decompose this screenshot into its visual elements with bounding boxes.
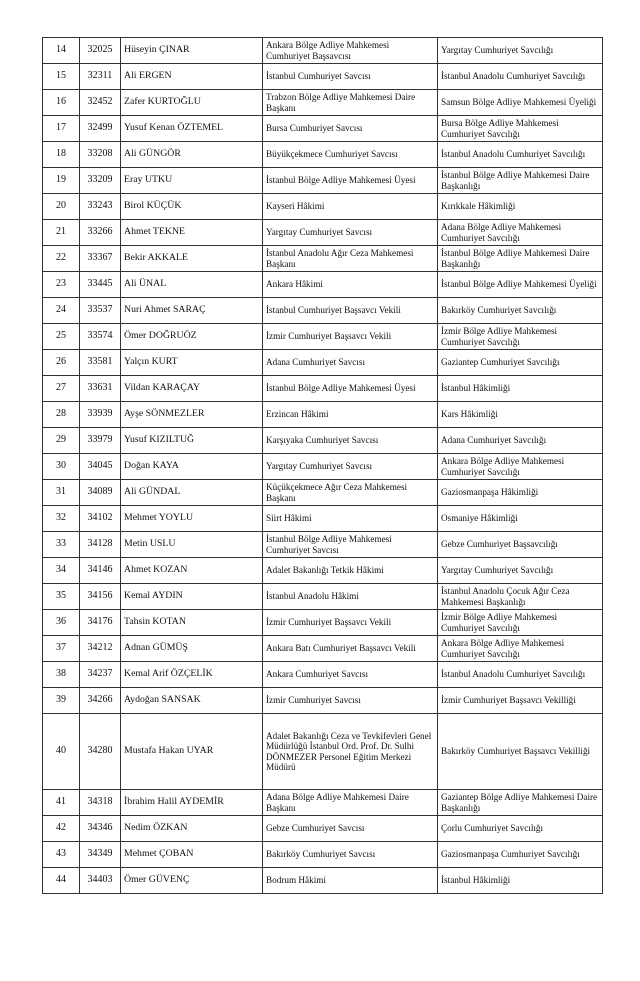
current-post: Küçükçekmece Ağır Ceza Mahkemesi Başkanı [263, 480, 438, 506]
table-row [43, 38, 603, 64]
table-row [43, 790, 603, 816]
row-number: 27 [43, 376, 80, 402]
person-name: Bekir AKKALE [121, 246, 263, 272]
table-row [43, 64, 603, 90]
table-row [43, 350, 603, 376]
registry-number: 34318 [80, 790, 121, 816]
row-number: 30 [43, 454, 80, 480]
row-number: 16 [43, 90, 80, 116]
person-name: Mustafa Hakan UYAR [121, 714, 263, 790]
table-row [43, 662, 603, 688]
new-post: Bakırköy Cumhuriyet Savcılığı [438, 298, 603, 324]
registry-number: 34212 [80, 636, 121, 662]
table-row [43, 688, 603, 714]
row-number: 29 [43, 428, 80, 454]
new-post: Adana Bölge Adliye Mahkemesi Cumhuriyet Savcılığı [438, 220, 603, 246]
row-number: 44 [43, 868, 80, 894]
table-row [43, 816, 603, 842]
person-name: Nedim ÖZKAN [121, 816, 263, 842]
current-post: Adalet Bakanlığı Ceza ve Tevkifevleri Genel Müdürlüğü İstanbul Ord. Prof. Dr. Sulhi DÖNMEZER Personel Eğitim Merkezi Müdürü [263, 714, 438, 790]
current-post: İstanbul Anadolu Hâkimi [263, 584, 438, 610]
person-name: Ali ERGEN [121, 64, 263, 90]
person-name: Ömer GÜVENÇ [121, 868, 263, 894]
registry-number: 34045 [80, 454, 121, 480]
new-post: Ankara Bölge Adliye Mahkemesi Cumhuriyet Savcılığı [438, 636, 603, 662]
row-number: 40 [43, 714, 80, 790]
current-post: İstanbul Bölge Adliye Mahkemesi Cumhuriyet Savcısı [263, 532, 438, 558]
row-number: 21 [43, 220, 80, 246]
table-row [43, 220, 603, 246]
table-row [43, 376, 603, 402]
new-post: Yargıtay Cumhuriyet Savcılığı [438, 558, 603, 584]
person-name: Ahmet KOZAN [121, 558, 263, 584]
person-name: Ahmet TEKNE [121, 220, 263, 246]
new-post: İstanbul Hâkimliği [438, 376, 603, 402]
row-number: 39 [43, 688, 80, 714]
table-row [43, 142, 603, 168]
new-post: İstanbul Bölge Adliye Mahkemesi Daire Başkanlığı [438, 168, 603, 194]
registry-number: 33979 [80, 428, 121, 454]
table-row [43, 90, 603, 116]
new-post: Gaziosmanpaşa Cumhuriyet Savcılığı [438, 842, 603, 868]
appointment-table-body [43, 38, 603, 894]
person-name: Nuri Ahmet SARAÇ [121, 298, 263, 324]
table-row [43, 480, 603, 506]
registry-number: 33631 [80, 376, 121, 402]
new-post: İstanbul Anadolu Cumhuriyet Savcılığı [438, 662, 603, 688]
current-post: Ankara Hâkimi [263, 272, 438, 298]
person-name: Ali GÜNGÖR [121, 142, 263, 168]
new-post: İstanbul Anadolu Cumhuriyet Savcılığı [438, 142, 603, 168]
registry-number: 34346 [80, 816, 121, 842]
new-post: İstanbul Bölge Adliye Mahkemesi Daire Başkanlığı [438, 246, 603, 272]
row-number: 37 [43, 636, 80, 662]
row-number: 35 [43, 584, 80, 610]
table-row [43, 714, 603, 790]
current-post: İstanbul Bölge Adliye Mahkemesi Üyesi [263, 168, 438, 194]
person-name: Kemal AYDIN [121, 584, 263, 610]
table-row [43, 168, 603, 194]
current-post: Trabzon Bölge Adliye Mahkemesi Daire Başkanı [263, 90, 438, 116]
person-name: Doğan KAYA [121, 454, 263, 480]
new-post: İstanbul Hâkimliği [438, 868, 603, 894]
registry-number: 33574 [80, 324, 121, 350]
row-number: 41 [43, 790, 80, 816]
current-post: İzmir Cumhuriyet Başsavcı Vekili [263, 610, 438, 636]
table-row [43, 532, 603, 558]
row-number: 24 [43, 298, 80, 324]
new-post: Adana Cumhuriyet Savcılığı [438, 428, 603, 454]
person-name: Tahsin KOTAN [121, 610, 263, 636]
row-number: 25 [43, 324, 80, 350]
person-name: Adnan GÜMÜŞ [121, 636, 263, 662]
registry-number: 34128 [80, 532, 121, 558]
row-number: 36 [43, 610, 80, 636]
registry-number: 33209 [80, 168, 121, 194]
table-row [43, 298, 603, 324]
table-row [43, 272, 603, 298]
row-number: 32 [43, 506, 80, 532]
row-number: 18 [43, 142, 80, 168]
row-number: 19 [43, 168, 80, 194]
person-name: İbrahim Halil AYDEMİR [121, 790, 263, 816]
current-post: Büyükçekmece Cumhuriyet Savcısı [263, 142, 438, 168]
registry-number: 34102 [80, 506, 121, 532]
table-row [43, 324, 603, 350]
person-name: Eray UTKU [121, 168, 263, 194]
person-name: Hüseyin ÇINAR [121, 38, 263, 64]
row-number: 33 [43, 532, 80, 558]
registry-number: 33266 [80, 220, 121, 246]
new-post: Bakırköy Cumhuriyet Başsavcı Vekilliği [438, 714, 603, 790]
current-post: Adana Bölge Adliye Mahkemesi Daire Başkanı [263, 790, 438, 816]
person-name: Yusuf KIZILTUĞ [121, 428, 263, 454]
current-post: Kayseri Hâkimi [263, 194, 438, 220]
person-name: Mehmet ÇOBAN [121, 842, 263, 868]
current-post: Karşıyaka Cumhuriyet Savcısı [263, 428, 438, 454]
row-number: 42 [43, 816, 80, 842]
table-row [43, 402, 603, 428]
registry-number: 34089 [80, 480, 121, 506]
current-post: İstanbul Cumhuriyet Başsavcı Vekili [263, 298, 438, 324]
registry-number: 34176 [80, 610, 121, 636]
registry-number: 33445 [80, 272, 121, 298]
current-post: İstanbul Anadolu Ağır Ceza Mahkemesi Başkanı [263, 246, 438, 272]
row-number: 31 [43, 480, 80, 506]
table-row [43, 636, 603, 662]
person-name: Metin USLU [121, 532, 263, 558]
registry-number: 34237 [80, 662, 121, 688]
row-number: 17 [43, 116, 80, 142]
current-post: İzmir Cumhuriyet Savcısı [263, 688, 438, 714]
row-number: 43 [43, 842, 80, 868]
table-row [43, 428, 603, 454]
current-post: İstanbul Bölge Adliye Mahkemesi Üyesi [263, 376, 438, 402]
new-post: Kırıkkale Hâkimliği [438, 194, 603, 220]
registry-number: 34156 [80, 584, 121, 610]
current-post: Ankara Batı Cumhuriyet Başsavcı Vekili [263, 636, 438, 662]
new-post: İstanbul Anadolu Cumhuriyet Savcılığı [438, 64, 603, 90]
registry-number: 34349 [80, 842, 121, 868]
table-row [43, 194, 603, 220]
registry-number: 33243 [80, 194, 121, 220]
person-name: Vildan KARAÇAY [121, 376, 263, 402]
new-post: İzmir Cumhuriyet Başsavcı Vekilliği [438, 688, 603, 714]
current-post: Ankara Cumhuriyet Savcısı [263, 662, 438, 688]
person-name: Ömer DOĞRUÖZ [121, 324, 263, 350]
person-name: Ali GÜNDAL [121, 480, 263, 506]
person-name: Zafer KURTOĞLU [121, 90, 263, 116]
row-number: 20 [43, 194, 80, 220]
new-post: İzmir Bölge Adliye Mahkemesi Cumhuriyet Savcılığı [438, 610, 603, 636]
registry-number: 32025 [80, 38, 121, 64]
person-name: Yusuf Kenan ÖZTEMEL [121, 116, 263, 142]
new-post: Gebze Cumhuriyet Başsavcılığı [438, 532, 603, 558]
registry-number: 32452 [80, 90, 121, 116]
row-number: 28 [43, 402, 80, 428]
row-number: 14 [43, 38, 80, 64]
row-number: 26 [43, 350, 80, 376]
table-row [43, 842, 603, 868]
new-post: Ankara Bölge Adliye Mahkemesi Cumhuriyet Savcılığı [438, 454, 603, 480]
person-name: Mehmet YOYLU [121, 506, 263, 532]
current-post: Adalet Bakanlığı Tetkik Hâkimi [263, 558, 438, 584]
new-post: Bursa Bölge Adliye Mahkemesi Cumhuriyet Savcılığı [438, 116, 603, 142]
row-number: 22 [43, 246, 80, 272]
registry-number: 32499 [80, 116, 121, 142]
current-post: Erzincan Hâkimi [263, 402, 438, 428]
table-row [43, 868, 603, 894]
new-post: İstanbul Anadolu Çocuk Ağır Ceza Mahkemesi Başkanlığı [438, 584, 603, 610]
new-post: Kars Hâkimliği [438, 402, 603, 428]
table-row [43, 610, 603, 636]
new-post: İstanbul Bölge Adliye Mahkemesi Üyeliği [438, 272, 603, 298]
table-row [43, 558, 603, 584]
registry-number: 34403 [80, 868, 121, 894]
current-post: Bursa Cumhuriyet Savcısı [263, 116, 438, 142]
registry-number: 33939 [80, 402, 121, 428]
current-post: İzmir Cumhuriyet Başsavcı Vekili [263, 324, 438, 350]
registry-number: 32311 [80, 64, 121, 90]
registry-number: 33367 [80, 246, 121, 272]
person-name: Kemal Arif ÖZÇELİK [121, 662, 263, 688]
person-name: Ali ÜNAL [121, 272, 263, 298]
current-post: Adana Cumhuriyet Savcısı [263, 350, 438, 376]
registry-number: 34146 [80, 558, 121, 584]
person-name: Aydoğan SANSAK [121, 688, 263, 714]
person-name: Ayşe SÖNMEZLER [121, 402, 263, 428]
new-post: Samsun Bölge Adliye Mahkemesi Üyeliği [438, 90, 603, 116]
new-post: Çorlu Cumhuriyet Savcılığı [438, 816, 603, 842]
current-post: Ankara Bölge Adliye Mahkemesi Cumhuriyet Başsavcısı [263, 38, 438, 64]
appointment-table [42, 37, 603, 894]
row-number: 38 [43, 662, 80, 688]
registry-number: 33208 [80, 142, 121, 168]
current-post: Siirt Hâkimi [263, 506, 438, 532]
new-post: İzmir Bölge Adliye Mahkemesi Cumhuriyet Savcılığı [438, 324, 603, 350]
table-row [43, 506, 603, 532]
table-row [43, 584, 603, 610]
new-post: Gaziantep Cumhuriyet Savcılığı [438, 350, 603, 376]
person-name: Yalçın KURT [121, 350, 263, 376]
new-post: Yargıtay Cumhuriyet Savcılığı [438, 38, 603, 64]
appointment-list-page [42, 37, 602, 894]
current-post: Yargıtay Cumhuriyet Savcısı [263, 454, 438, 480]
table-row [43, 454, 603, 480]
row-number: 23 [43, 272, 80, 298]
row-number: 34 [43, 558, 80, 584]
current-post: İstanbul Cumhuriyet Savcısı [263, 64, 438, 90]
current-post: Bakırköy Cumhuriyet Savcısı [263, 842, 438, 868]
table-row [43, 246, 603, 272]
new-post: Gaziosmanpaşa Hâkimliği [438, 480, 603, 506]
new-post: Gaziantep Bölge Adliye Mahkemesi Daire Başkanlığı [438, 790, 603, 816]
row-number: 15 [43, 64, 80, 90]
current-post: Yargıtay Cumhuriyet Savcısı [263, 220, 438, 246]
registry-number: 34280 [80, 714, 121, 790]
current-post: Gebze Cumhuriyet Savcısı [263, 816, 438, 842]
person-name: Birol KÜÇÜK [121, 194, 263, 220]
current-post: Bodrum Hâkimi [263, 868, 438, 894]
new-post: Osmaniye Hâkimliği [438, 506, 603, 532]
registry-number: 33581 [80, 350, 121, 376]
table-row [43, 116, 603, 142]
registry-number: 34266 [80, 688, 121, 714]
registry-number: 33537 [80, 298, 121, 324]
